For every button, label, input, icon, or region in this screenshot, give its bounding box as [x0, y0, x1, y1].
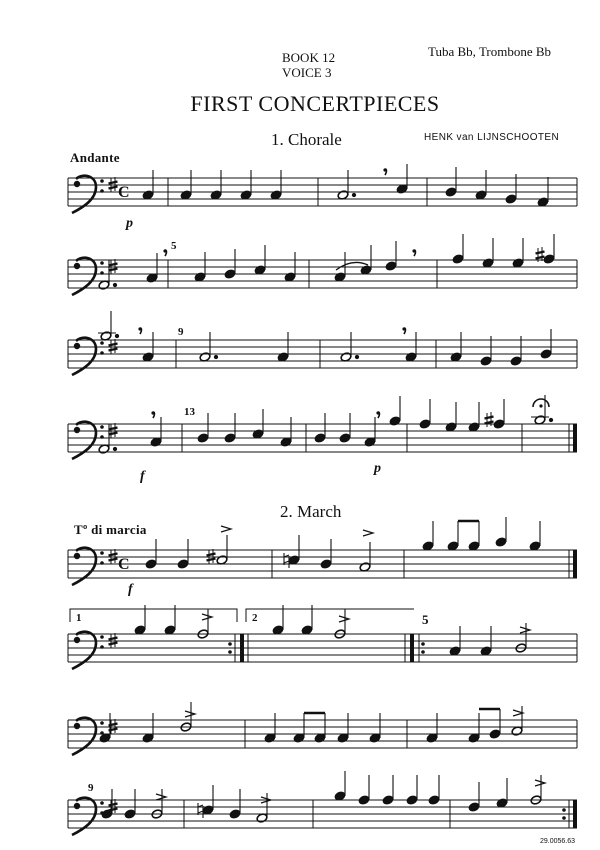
- composer-label: HENK van LIJNSCHOOTEN: [424, 132, 560, 143]
- svg-text:C: C: [118, 556, 130, 573]
- measure-number: 9: [178, 326, 184, 338]
- dynamic-piano: p: [126, 216, 133, 231]
- piece-title-march: 2. March: [280, 502, 342, 521]
- measure-number: 13: [184, 406, 195, 418]
- dynamic-forte: f: [140, 469, 145, 484]
- book-label: BOOK 12: [282, 50, 336, 65]
- dynamic-forte: f: [128, 582, 133, 597]
- measure-number: 9: [88, 782, 94, 794]
- staff-6: [68, 605, 577, 669]
- piece-title-chorale: 1. Chorale: [271, 130, 342, 149]
- catalog-number: 29.0056.63: [540, 838, 576, 845]
- staff-1: [68, 164, 577, 213]
- instruments-label: Tuba Bb, Trombone Bb: [428, 44, 552, 59]
- staff-3: [68, 311, 577, 375]
- staff-4: [68, 395, 577, 459]
- tempo-andante: Andante: [70, 150, 120, 165]
- voice-label: VOICE 3: [282, 65, 332, 80]
- staff-7: [68, 702, 577, 755]
- staff-5: [68, 517, 577, 585]
- volta-2-number: 2: [252, 612, 258, 624]
- page-title: FIRST CONCERTPIECES: [190, 91, 440, 116]
- measure-number: 5: [422, 612, 429, 627]
- volta-1-number: 1: [76, 612, 82, 624]
- svg-text:C: C: [118, 184, 130, 201]
- staff-2: [68, 234, 577, 295]
- dynamic-piano: p: [374, 461, 381, 476]
- tempo-di-marcia: Tº di marcia: [74, 522, 147, 537]
- staff-8: [68, 771, 577, 835]
- measure-number: 5: [171, 240, 177, 252]
